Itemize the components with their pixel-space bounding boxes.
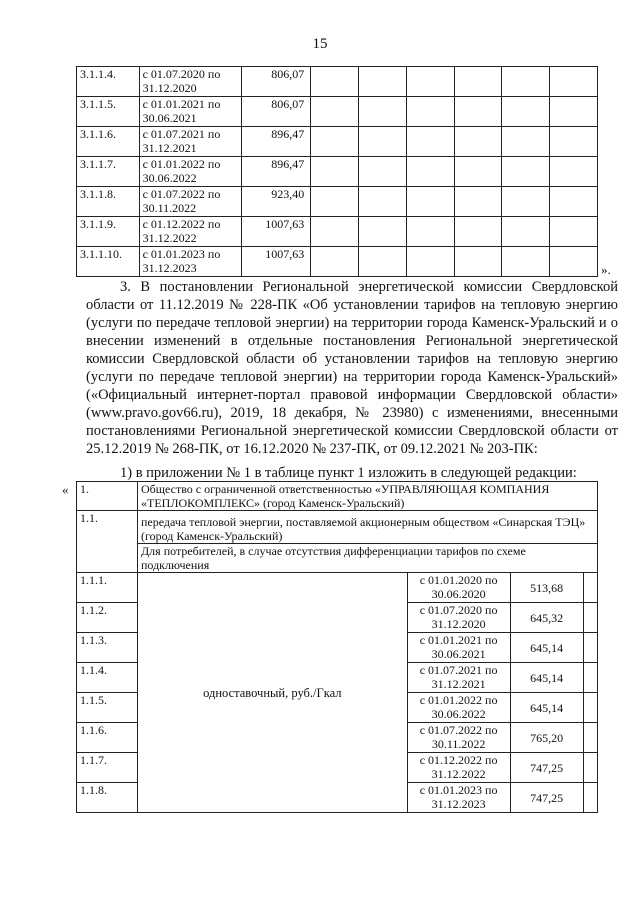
empty-cell (406, 157, 454, 187)
consumer-row (77, 544, 598, 573)
tariff-value: 806,07 (242, 97, 311, 127)
closing-quote: ». (601, 262, 611, 277)
empty-cell (502, 187, 550, 217)
empty-cell (550, 97, 598, 127)
table-row (77, 127, 598, 157)
empty-cell (359, 187, 407, 217)
empty-cell (406, 217, 454, 247)
org-name: Общество с ограниченной ответственностью «УПРАВЛЯЮЩАЯ КОМПАНИЯ «ТЕПЛОКОМПЛЕКС» (город Каменск-Уральский) (138, 482, 598, 511)
tariff-value: 513,68 (510, 573, 583, 603)
tariff-table (76, 481, 598, 813)
empty-cell (359, 97, 407, 127)
table-row (77, 187, 598, 217)
empty-cell (502, 247, 550, 277)
period-cell: с 01.01.2022 по 30.06.2022 (407, 693, 510, 723)
empty-cell (502, 97, 550, 127)
row-number: 1.1.3. (77, 633, 138, 663)
empty-cell (311, 187, 359, 217)
empty-cell (406, 67, 454, 97)
empty-cell (550, 187, 598, 217)
tariff-value: 645,14 (510, 633, 583, 663)
empty-cell (359, 127, 407, 157)
empty-cell (359, 217, 407, 247)
empty-cell (311, 97, 359, 127)
tariff-value: 806,07 (242, 67, 311, 97)
empty-cell (583, 603, 597, 633)
empty-cell (550, 217, 598, 247)
row-number: 1.1.8. (77, 783, 138, 813)
row-number: 1.1. (77, 511, 138, 573)
tariff-value: 896,47 (242, 127, 311, 157)
tariff-value: 645,14 (510, 693, 583, 723)
tariff-value: 747,25 (510, 753, 583, 783)
empty-cell (502, 127, 550, 157)
period-cell: с 01.07.2022 по 30.11.2022 (407, 723, 510, 753)
row-number: 3.1.1.7. (77, 157, 140, 187)
row-number: 1. (77, 482, 138, 511)
empty-cell (406, 127, 454, 157)
empty-cell (454, 187, 502, 217)
empty-cell (311, 157, 359, 187)
row-number: 1.1.6. (77, 723, 138, 753)
tariff-value: 896,47 (242, 157, 311, 187)
row-number: 1.1.2. (77, 603, 138, 633)
period-cell: с 01.07.2022 по 30.11.2022 (139, 187, 242, 217)
empty-cell (454, 217, 502, 247)
period-cell: с 01.07.2021 по 31.12.2021 (407, 663, 510, 693)
empty-cell (359, 157, 407, 187)
row-number: 3.1.1.5. (77, 97, 140, 127)
row-number: 1.1.4. (77, 663, 138, 693)
table-row (77, 67, 598, 97)
period-cell: с 01.01.2021 по 30.06.2021 (139, 97, 242, 127)
empty-cell (583, 663, 597, 693)
empty-cell (311, 127, 359, 157)
rate-type: одноставочный, руб./Гкал (138, 573, 408, 813)
tariff-value: 747,25 (510, 783, 583, 813)
tariff-value: 645,32 (510, 603, 583, 633)
empty-cell (406, 187, 454, 217)
table-row (77, 217, 598, 247)
service-description: передача тепловой энергии, поставляемой акционерным обществом «Синарская ТЭЦ» (город Каменск-Уральский) (138, 511, 598, 544)
period-cell: с 01.01.2020 по 30.06.2020 (407, 573, 510, 603)
row-number: 3.1.1.6. (77, 127, 140, 157)
row-number: 3.1.1.8. (77, 187, 140, 217)
empty-cell (454, 97, 502, 127)
subparagraph-1-text: 1) в приложении № 1 в таблице пункт 1 изложить в следующей редакции: (120, 465, 577, 481)
row-number: 1.1.5. (77, 693, 138, 723)
empty-cell (406, 97, 454, 127)
empty-cell (583, 693, 597, 723)
consumer-description: Для потребителей, в случае отсутствия дифференциации тарифов по схеме подключения (138, 544, 598, 573)
empty-cell (583, 573, 597, 603)
period-cell: с 01.01.2023 по 31.12.2023 (407, 783, 510, 813)
period-cell: с 01.01.2023 по 31.12.2023 (139, 247, 242, 277)
empty-cell (502, 157, 550, 187)
empty-cell (583, 783, 597, 813)
empty-cell (359, 247, 407, 277)
row-number: 1.1.7. (77, 753, 138, 783)
empty-cell (502, 67, 550, 97)
empty-cell (583, 753, 597, 783)
period-cell: с 01.07.2021 по 31.12.2021 (139, 127, 242, 157)
empty-cell (583, 633, 597, 663)
period-cell: с 01.07.2020 по 31.12.2020 (139, 67, 242, 97)
empty-cell (406, 247, 454, 277)
table-row (77, 247, 598, 277)
empty-cell (454, 67, 502, 97)
empty-cell (583, 723, 597, 753)
period-cell: с 01.07.2020 по 31.12.2020 (407, 603, 510, 633)
table-row (77, 97, 598, 127)
subparagraph-1 (86, 464, 618, 482)
row-number: 3.1.1.4. (77, 67, 140, 97)
paragraph-3 (86, 278, 618, 458)
org-row (77, 482, 598, 511)
service-row (77, 511, 598, 544)
empty-cell (311, 247, 359, 277)
tariff-value: 1007,63 (242, 217, 311, 247)
empty-cell (454, 127, 502, 157)
tariff-table-continuation (76, 66, 598, 277)
empty-cell (359, 67, 407, 97)
empty-cell (454, 247, 502, 277)
empty-cell (311, 217, 359, 247)
paragraph-3-text: 3. В постановлении Региональной энергетической комиссии Свердловской области от 11.12.2019 № 228-ПК «Об установлении тарифов на тепловую энергию (услуги по передаче тепловой энергии) на территории города Каменск-Уральский и о внесении изменений в отдельные постановления Региональной энергетической комиссии Свердловской области об установлении тарифов на тепловую энергию (услуги по передаче тепловой энергии) на территории города Каменск-Уральский» («Официальный интернет-портал правовой информации Свердловской области» (www.pravo.gov66.ru), 2019, 18 декабря, № 23980) с изменениями, внесенными постановлениями Региональной энергетической комиссии Свердловской области от 25.12.2019 № 268-ПК, от 16.12.2020 № 237-ПК, от 09.12.2021 № 203-ПК: (86, 279, 618, 457)
empty-cell (550, 157, 598, 187)
page-number: 15 (312, 36, 328, 52)
empty-cell (550, 67, 598, 97)
empty-cell (550, 247, 598, 277)
empty-cell (502, 217, 550, 247)
table-row (77, 573, 598, 603)
tariff-value: 1007,63 (242, 247, 311, 277)
empty-cell (550, 127, 598, 157)
tariff-value: 765,20 (510, 723, 583, 753)
row-number: 3.1.1.10. (77, 247, 140, 277)
opening-quote: « (62, 482, 69, 497)
tariff-value: 923,40 (242, 187, 311, 217)
row-number: 3.1.1.9. (77, 217, 140, 247)
empty-cell (311, 67, 359, 97)
period-cell: с 01.01.2021 по 30.06.2021 (407, 633, 510, 663)
table-row (77, 157, 598, 187)
row-number: 1.1.1. (77, 573, 138, 603)
period-cell: с 01.12.2022 по 31.12.2022 (139, 217, 242, 247)
period-cell: с 01.01.2022 по 30.06.2022 (139, 157, 242, 187)
empty-cell (454, 157, 502, 187)
tariff-value: 645,14 (510, 663, 583, 693)
period-cell: с 01.12.2022 по 31.12.2022 (407, 753, 510, 783)
